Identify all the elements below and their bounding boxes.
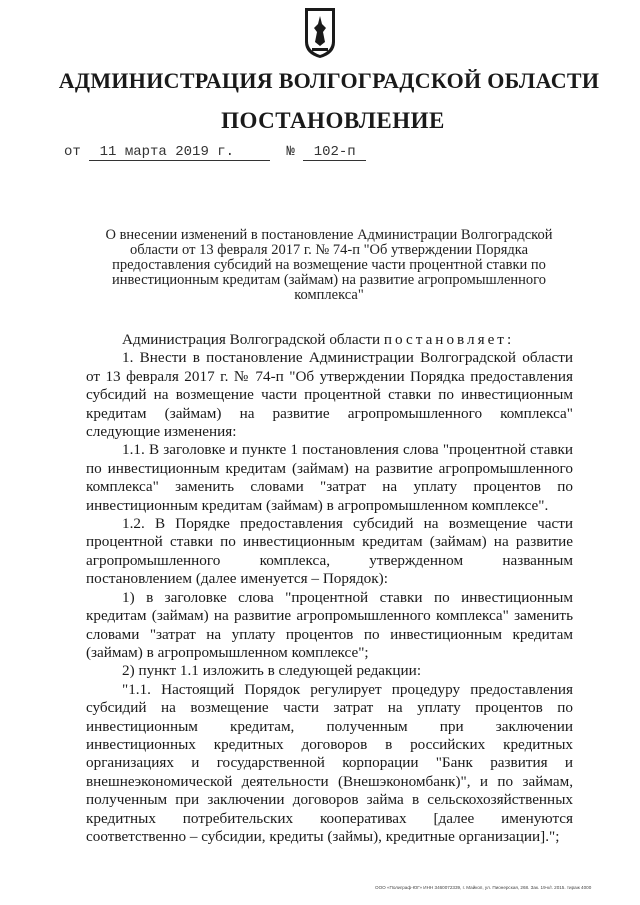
coat-of-arms-icon	[303, 6, 337, 60]
paragraph: 1.2. В Порядке предоставления субсидий на возмещение части процентной ставки по инвестиционным кредитам (займам) на развитие агропромышленного комплекса, утвержденном названным постановлением (далее именуется – Порядок):	[86, 515, 573, 588]
paragraph: 1) в заголовке слова "процентной ставки по инвестиционным кредитам (займам) на развитие агропромышленного комплекса" заменить словами "затрат на уплату процентов по инвестиционным кредитам (займам) в агропромышленном комплексе";	[86, 588, 573, 661]
organization-heading: АДМИНИСТРАЦИЯ ВОЛГОГРАДСКОЙ ОБЛАСТИ	[58, 68, 600, 93]
printer-imprint: ООО «Полиграф-ЮГ» ИНН 3460072339, г. Майкоп, ул. Пионерская, 268. Зак. 19-к/г. 2015. тираж 4000	[375, 885, 592, 890]
document-body	[86, 331, 573, 846]
paragraph: "1.1. Настоящий Порядок регулирует процедуру предоставления субсидий на возмещение части затрат на уплату процентов по инвестиционным кредитам, полученным при заключении инвестиционных кредитных договоров в российских кредитных организациях и государственной корпорации "Банк развития и внешнеэкономической деятельности (Внешэкономбанк)", и по займам, полученным при заключении договоров займа в сельскохозяйственных кредитных потребительских кооперативах [далее именуются соответственно – субсидии, кредиты (займы), кредитные организации].";	[86, 680, 573, 845]
document-subject: О внесении изменений в постановление Администрации Волгоградской области от 13 февраля 2017 г. № 74-п "Об утверждении Порядка предоставления субсидий на возмещение части процентной ставки по инвестиционным кредитам (займам) на развитие агропромышленного комплекса"	[105, 227, 553, 303]
number-field: 102-п	[303, 144, 366, 161]
date-field: 11 марта 2019 г.	[89, 144, 269, 161]
date-number-line	[64, 144, 366, 160]
document-title: ПОСТАНОВЛЕНИЕ	[221, 108, 445, 133]
paragraph: 1.1. В заголовке и пункте 1 постановления слова "процентной ставки по инвестиционным кредитам (займам) на развитие агропромышленного комплекса" заменить словами "затрат на уплату процентов по инвестиционным кредитам (займам) в агропромышленном комплексе".	[86, 441, 573, 514]
resolution-lead: Администрация Волгоградской области постановляет:	[122, 331, 515, 348]
paragraph: 2) пункт 1.1 изложить в следующей редакции:	[122, 662, 422, 680]
paragraph: 1. Внести в постановление Администрации Волгоградской области от 13 февраля 2017 г. № 74-п "Об утверждении Порядка предоставления субсидий на возмещение части процентной ставки по инвестиционным кредитам (займам) на развитие агропромышленного комплекса" следующие изменения:	[86, 349, 573, 441]
date-label: от	[64, 144, 81, 160]
number-label: №	[286, 144, 295, 160]
